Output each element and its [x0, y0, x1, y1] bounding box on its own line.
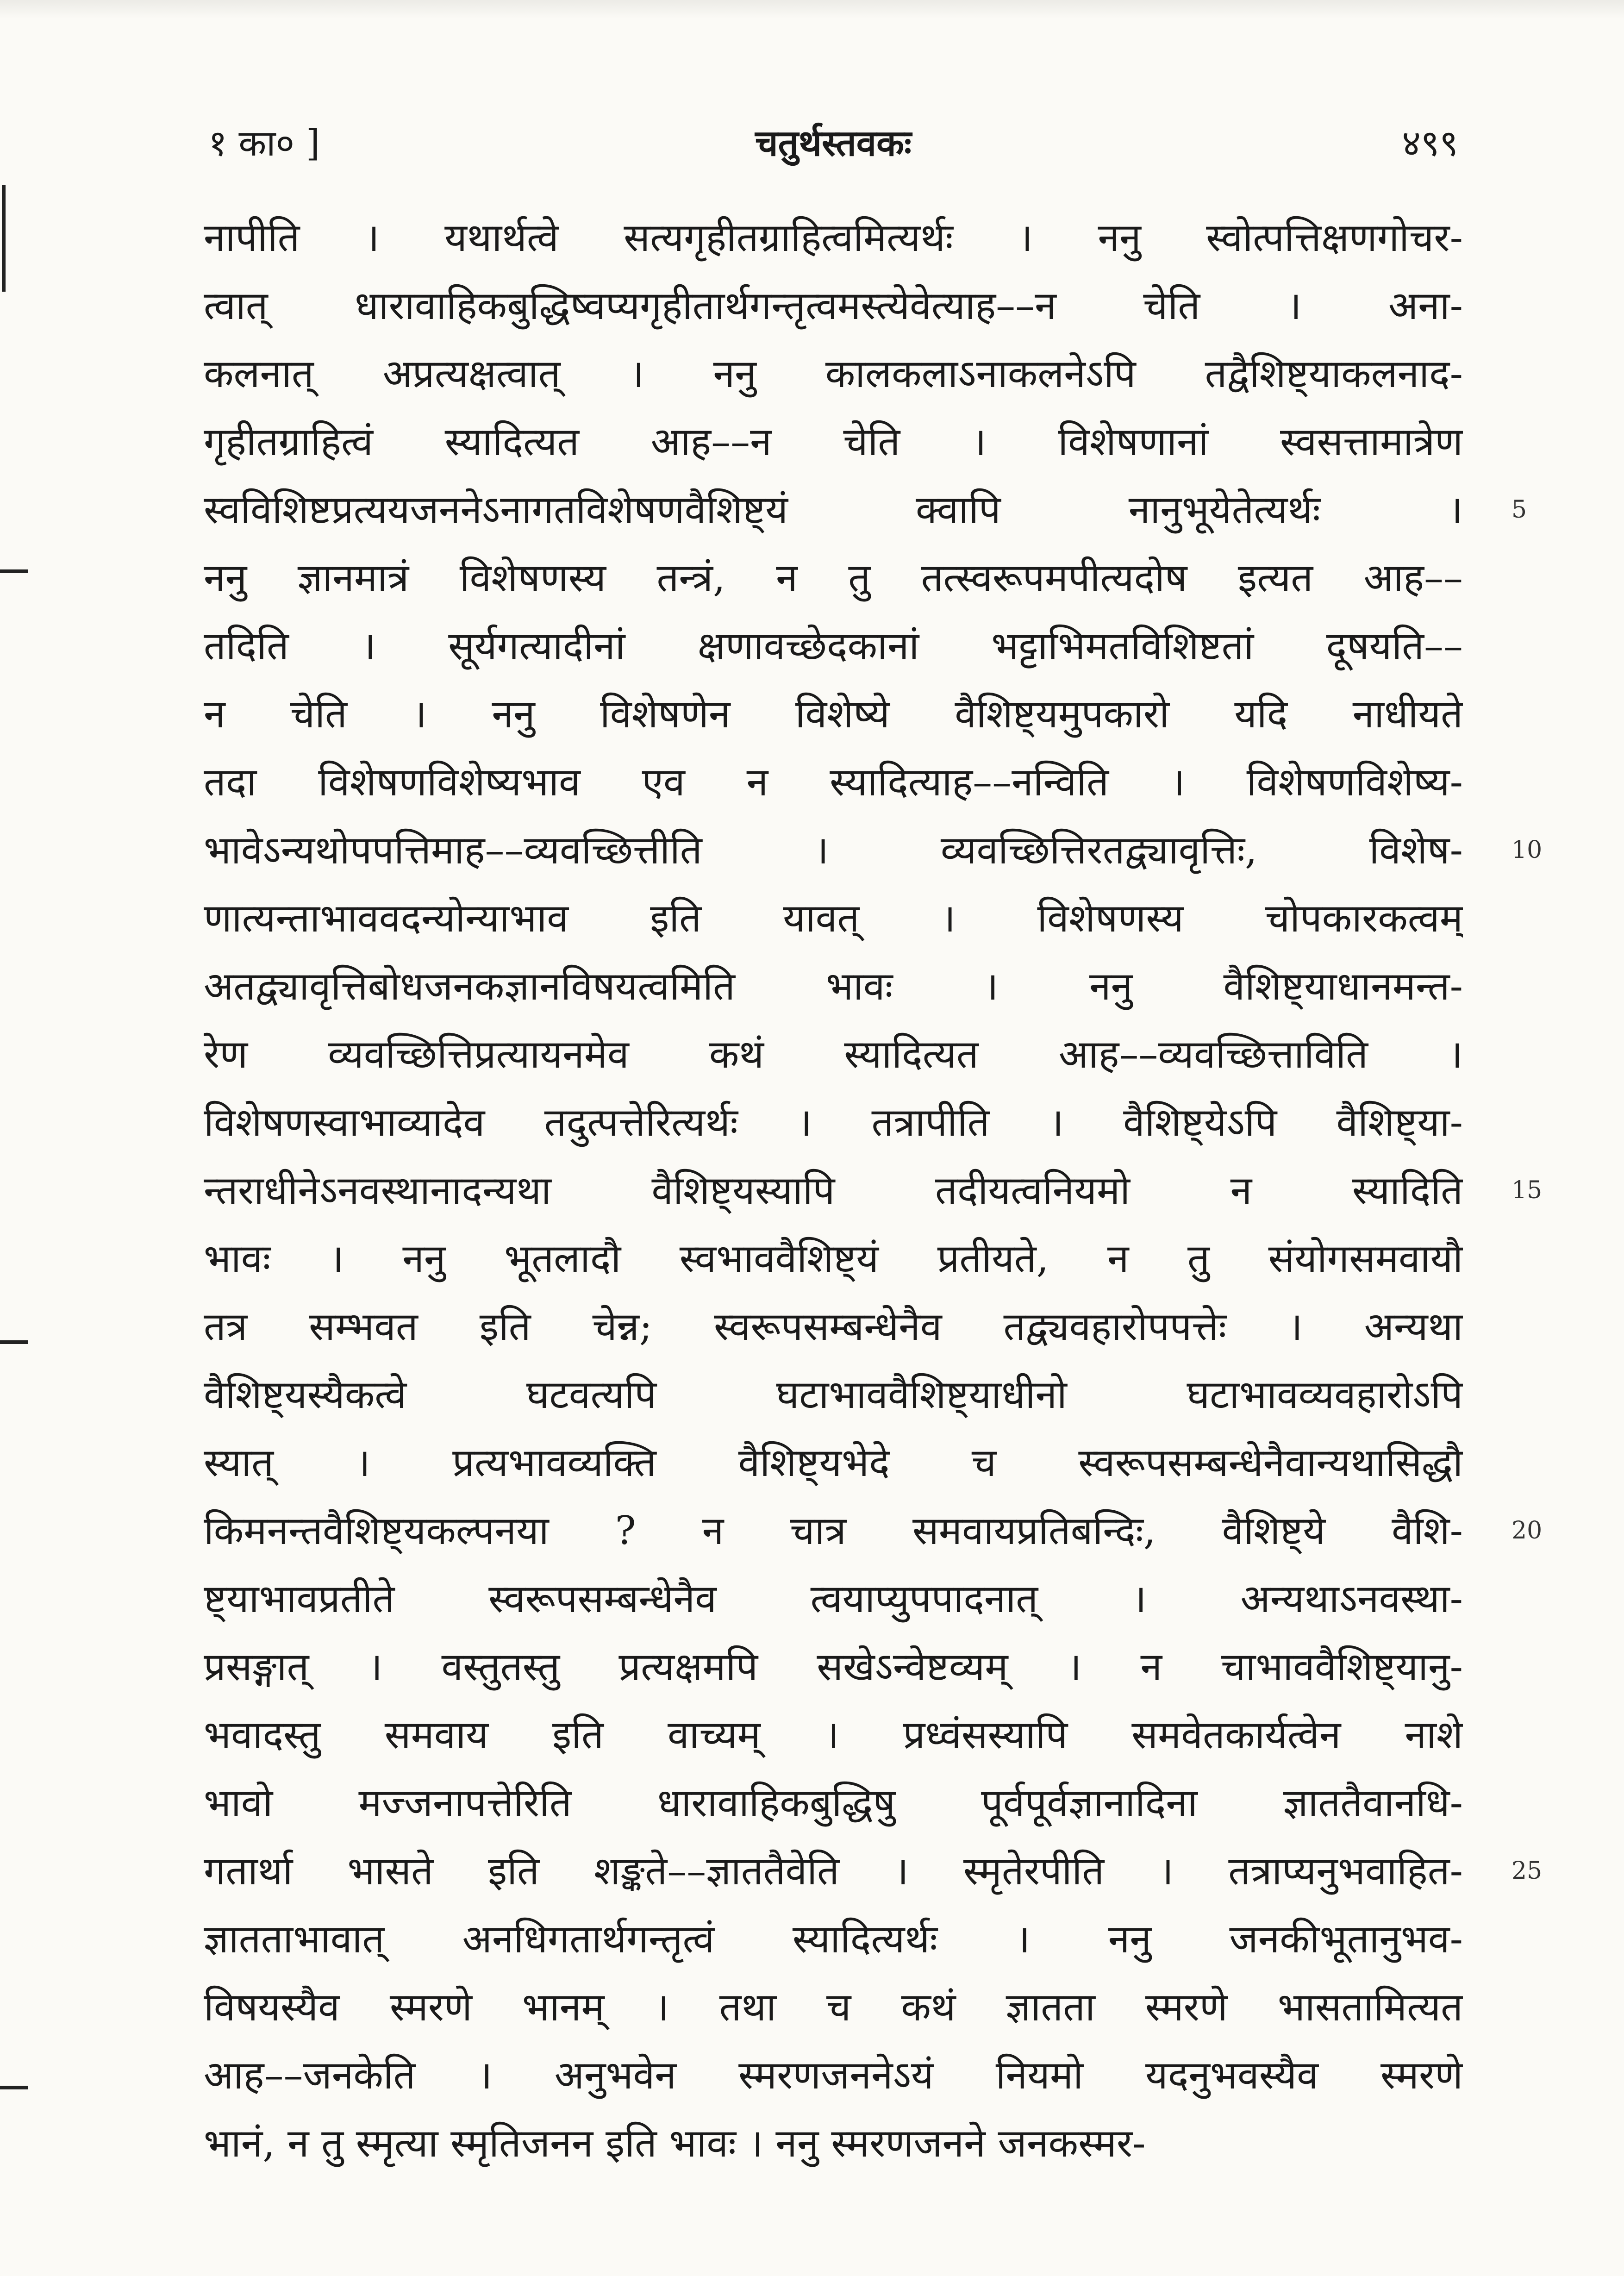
section-reference: १ का० ] [208, 123, 320, 164]
running-title: चतुर्थस्तवकः [755, 122, 912, 164]
text-line: न चेति । ननु विशेषणेन विशेष्ये वैशिष्ट्यमुपकारो यदि नाधीयते [204, 691, 1463, 737]
commentary-text [204, 204, 1463, 2177]
text-line: गृहीतग्राहित्वं स्यादित्यत आह––न चेति । विशेषणानां स्वसत्तामात्रेण [204, 419, 1463, 464]
text-line: त्वात् धारावाहिकबुद्धिष्वप्यगृहीतार्थगन्तृत्वमस्त्येवेत्याह––न चेति । अना- [204, 283, 1463, 328]
text-line: आह––जनकेति । अनुभवेन स्मरणजननेऽयं नियमो यदनुभवस्यैव स्मरणे [204, 2052, 1463, 2098]
line-number: 5 [1512, 496, 1527, 524]
text-line: अतद्व्यावृत्तिबोधजनकज्ञानविषयत्वमिति भावः । ननु वैशिष्ट्याधानमन्त- [204, 963, 1463, 1009]
text-line: कलनात् अप्रत्यक्षत्वात् । ननु कालकलाऽनाकलनेऽपि तद्वैशिष्ट्याकलनाद- [204, 351, 1463, 396]
text-line: तत्र सम्भवत इति चेन्न; स्वरूपसम्बन्धेनैव तद्व्यवहारोपपत्तेः । अन्यथा [204, 1304, 1463, 1349]
text-line: ज्ञातताभावात् अनधिगतार्थगन्तृत्वं स्यादित्यर्थः । ननु जनकीभूतानुभव- [204, 1916, 1463, 1962]
margin-dash-mark [0, 2086, 28, 2089]
line-number: 25 [1512, 1857, 1543, 1885]
text-line: विशेषणस्वाभाव्यादेव तदुत्पत्तेरित्यर्थः । तत्रापीति । वैशिष्ट्येऽपि वैशिष्ट्या- [204, 1100, 1463, 1145]
text-line: स्यात् । प्रत्यभावव्यक्ति वैशिष्ट्यभेदे च स्वरूपसम्बन्धेनैवान्यथासिद्धौ [204, 1440, 1463, 1485]
margin-arrow-mark [0, 1340, 28, 1344]
text-line: न्तराधीनेऽनवस्थानादन्यथा वैशिष्ट्यस्यापि तदीयत्वनियमो न स्यादिति [204, 1168, 1463, 1213]
text-line: तदिति । सूर्यगत्यादीनां क्षणावच्छेदकानां भट्टाभिमतविशिष्टतां दूषयति–– [204, 623, 1463, 669]
text-line: भावो मज्जनापत्तेरिति धारावाहिकबुद्धिषु पूर्वपूर्वज्ञानादिना ज्ञाततैवानधि- [204, 1780, 1463, 1826]
line-number: 15 [1512, 1176, 1543, 1204]
page-edge [0, 0, 1624, 19]
margin-bracket-mark [2, 185, 6, 292]
text-line: विषयस्यैव स्मरणे भानम् । तथा च कथं ज्ञातता स्मरणे भासतामित्यत [204, 1984, 1463, 2030]
text-line: प्रसङ्गात् । वस्तुतस्तु प्रत्यक्षमपि सखेऽन्वेष्टव्यम् । न चाभाववैशिष्ट्यानु- [204, 1644, 1463, 1689]
text-line: णात्यन्ताभाववदन्योन्याभाव इति यावत् । विशेषणस्य चोपकारकत्वम् [204, 895, 1463, 941]
text-line: नापीति । यथार्थत्वे सत्यगृहीतग्राहित्वमित्यर्थः । ननु स्वोत्पत्तिक्षणगोचर- [204, 215, 1463, 260]
margin-arrow-mark [0, 569, 28, 573]
text-line: ननु ज्ञानमात्रं विशेषणस्य तन्त्रं, न तु तत्स्वरूपमपीत्यदोष इत्यत आह–– [204, 555, 1463, 600]
line-number: 10 [1512, 836, 1543, 864]
text-line: तदा विशेषणविशेष्यभाव एव न स्यादित्याह––नन्विति । विशेषणविशेष्य- [204, 759, 1463, 805]
text-line: स्वविशिष्टप्रत्ययजननेऽनागतविशेषणवैशिष्ट्यं क्वापि नानुभूयेतेत्यर्थः । [204, 487, 1463, 532]
text-line: भवादस्तु समवाय इति वाच्यम् । प्रध्वंसस्यापि समवेतकार्यत्वेन नाशे [204, 1712, 1463, 1757]
text-line: भानं, न तु स्मृत्या स्मृतिजनन इति भावः । ननु स्मरणजनने जनकस्मर- [204, 2120, 1146, 2166]
line-number: 20 [1512, 1517, 1543, 1544]
page-header [208, 118, 1458, 169]
text-line: भावः । ननु भूतलादौ स्वभाववैशिष्ट्यं प्रतीयते, न तु संयोगसमवायौ [204, 1236, 1463, 1281]
text-line: किमनन्तवैशिष्ट्यकल्पनया ? न चात्र समवायप्रतिबन्दिः, वैशिष्ट्ये वैशि- [204, 1508, 1463, 1553]
text-line: भावेऽन्यथोपपत्तिमाह––व्यवच्छित्तीति । व्यवच्छित्तिरतद्व्यावृत्तिः, विशेष- [204, 827, 1463, 873]
text-line: ष्ट्याभावप्रतीते स्वरूपसम्बन्धेनैव त्वयाप्युपपादनात् । अन्यथाऽनवस्था- [204, 1576, 1463, 1621]
text-line: रेण व्यवच्छित्तिप्रत्यायनमेव कथं स्यादित्यत आह––व्यवच्छित्ताविति । [204, 1032, 1463, 1077]
text-line: वैशिष्ट्यस्यैकत्वे घटवत्यपि घटाभाववैशिष्ट्याधीनो घटाभावव्यवहारोऽपि [204, 1372, 1463, 1417]
text-line: गतार्था भासते इति शङ्कते––ज्ञाततैवेति । स्मृतेरपीति । तत्राप्यनुभवाहित- [204, 1848, 1463, 1894]
page-number: ४९९ [1402, 123, 1458, 164]
